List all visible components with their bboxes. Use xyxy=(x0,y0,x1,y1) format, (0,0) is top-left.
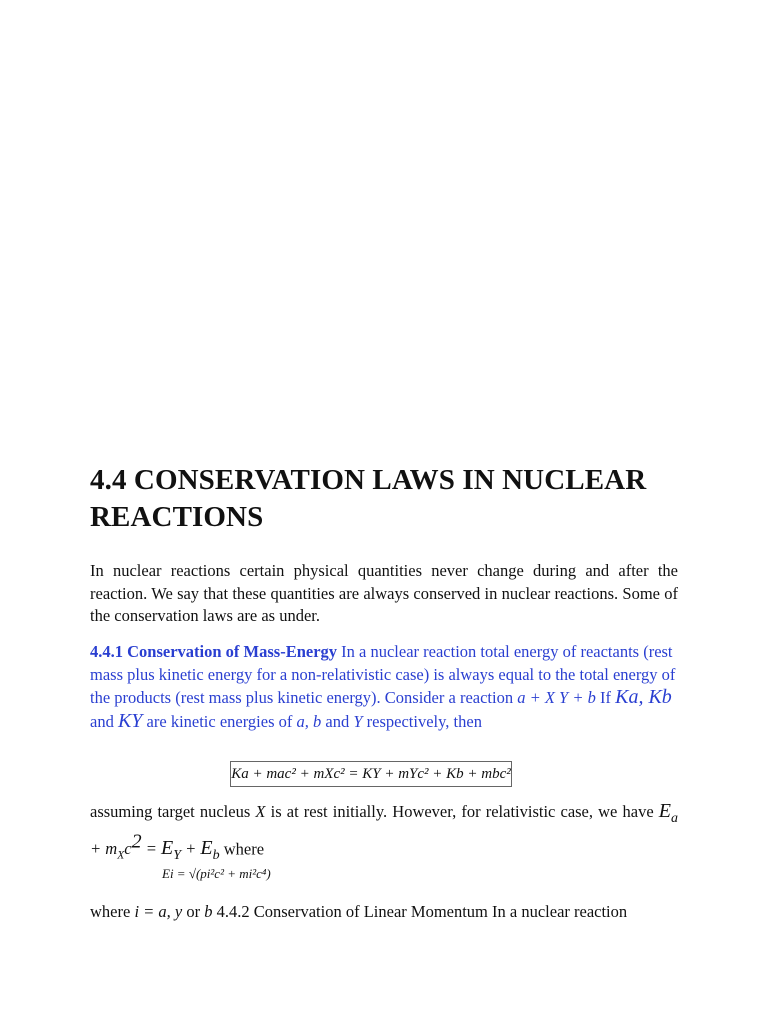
energy-equation: Ei = √(pi²c² + mi²c⁴) xyxy=(162,866,271,881)
momentum-paragraph xyxy=(90,901,678,924)
text-if: If xyxy=(595,688,616,708)
x-symbol: X xyxy=(255,802,266,821)
text-where: where xyxy=(219,839,265,859)
section-heading: 4.4 CONSERVATION LAWS IN NUCLEAR REACTIONS xyxy=(90,464,647,533)
text-respectively: respectively, then xyxy=(362,711,482,731)
text-assuming: assuming target nucleus xyxy=(90,802,256,821)
relativistic-paragraph xyxy=(90,800,678,868)
text-and-2: and xyxy=(321,711,354,731)
mass-energy-equation: Ka + mac² + mXc² = KY + mYc² + Kb + mbc² xyxy=(230,761,512,787)
subsection-title: 4.4.1 Conservation of Mass-Energy xyxy=(90,642,338,661)
text-or: or xyxy=(182,902,205,921)
ky-symbol: KY xyxy=(117,709,143,732)
b-symbol: b xyxy=(204,902,213,921)
kinetic-symbols: Ka, Kb xyxy=(615,686,672,709)
y-symbol: Y xyxy=(353,711,363,731)
reaction-expression: a + X Y + b xyxy=(517,688,596,708)
intro-paragraph: In nuclear reactions certain physical quantities never change during and after the reaction. We say that these quantities are always conserved in nuclear reactions. Some of the conservation laws are as under. xyxy=(90,561,678,626)
text-momentum: 4.4.2 Conservation of Linear Momentum In a nuclear reaction xyxy=(212,902,628,921)
text-where-i: where xyxy=(90,902,135,921)
particle-symbols: a, b xyxy=(296,711,322,731)
energy-relation: $E_a + m_Xc^2 = E_Y + E_b$ xyxy=(90,800,679,864)
text-relativistic: is at rest initially. However, for relativistic case, we have xyxy=(265,802,659,821)
i-values: i = a, y xyxy=(134,902,183,921)
mass-energy-text: In a nuclear reaction total energy of reactants (rest mass plus kinetic energy for a non-relativistic case) is always equal to the total energy of the products (rest mass plus kinetic energy). Consider a reaction xyxy=(90,642,676,708)
text-are-kinetic: are kinetic energies of xyxy=(142,711,297,731)
text-and: and xyxy=(90,711,118,731)
mass-energy-paragraph xyxy=(90,641,678,733)
